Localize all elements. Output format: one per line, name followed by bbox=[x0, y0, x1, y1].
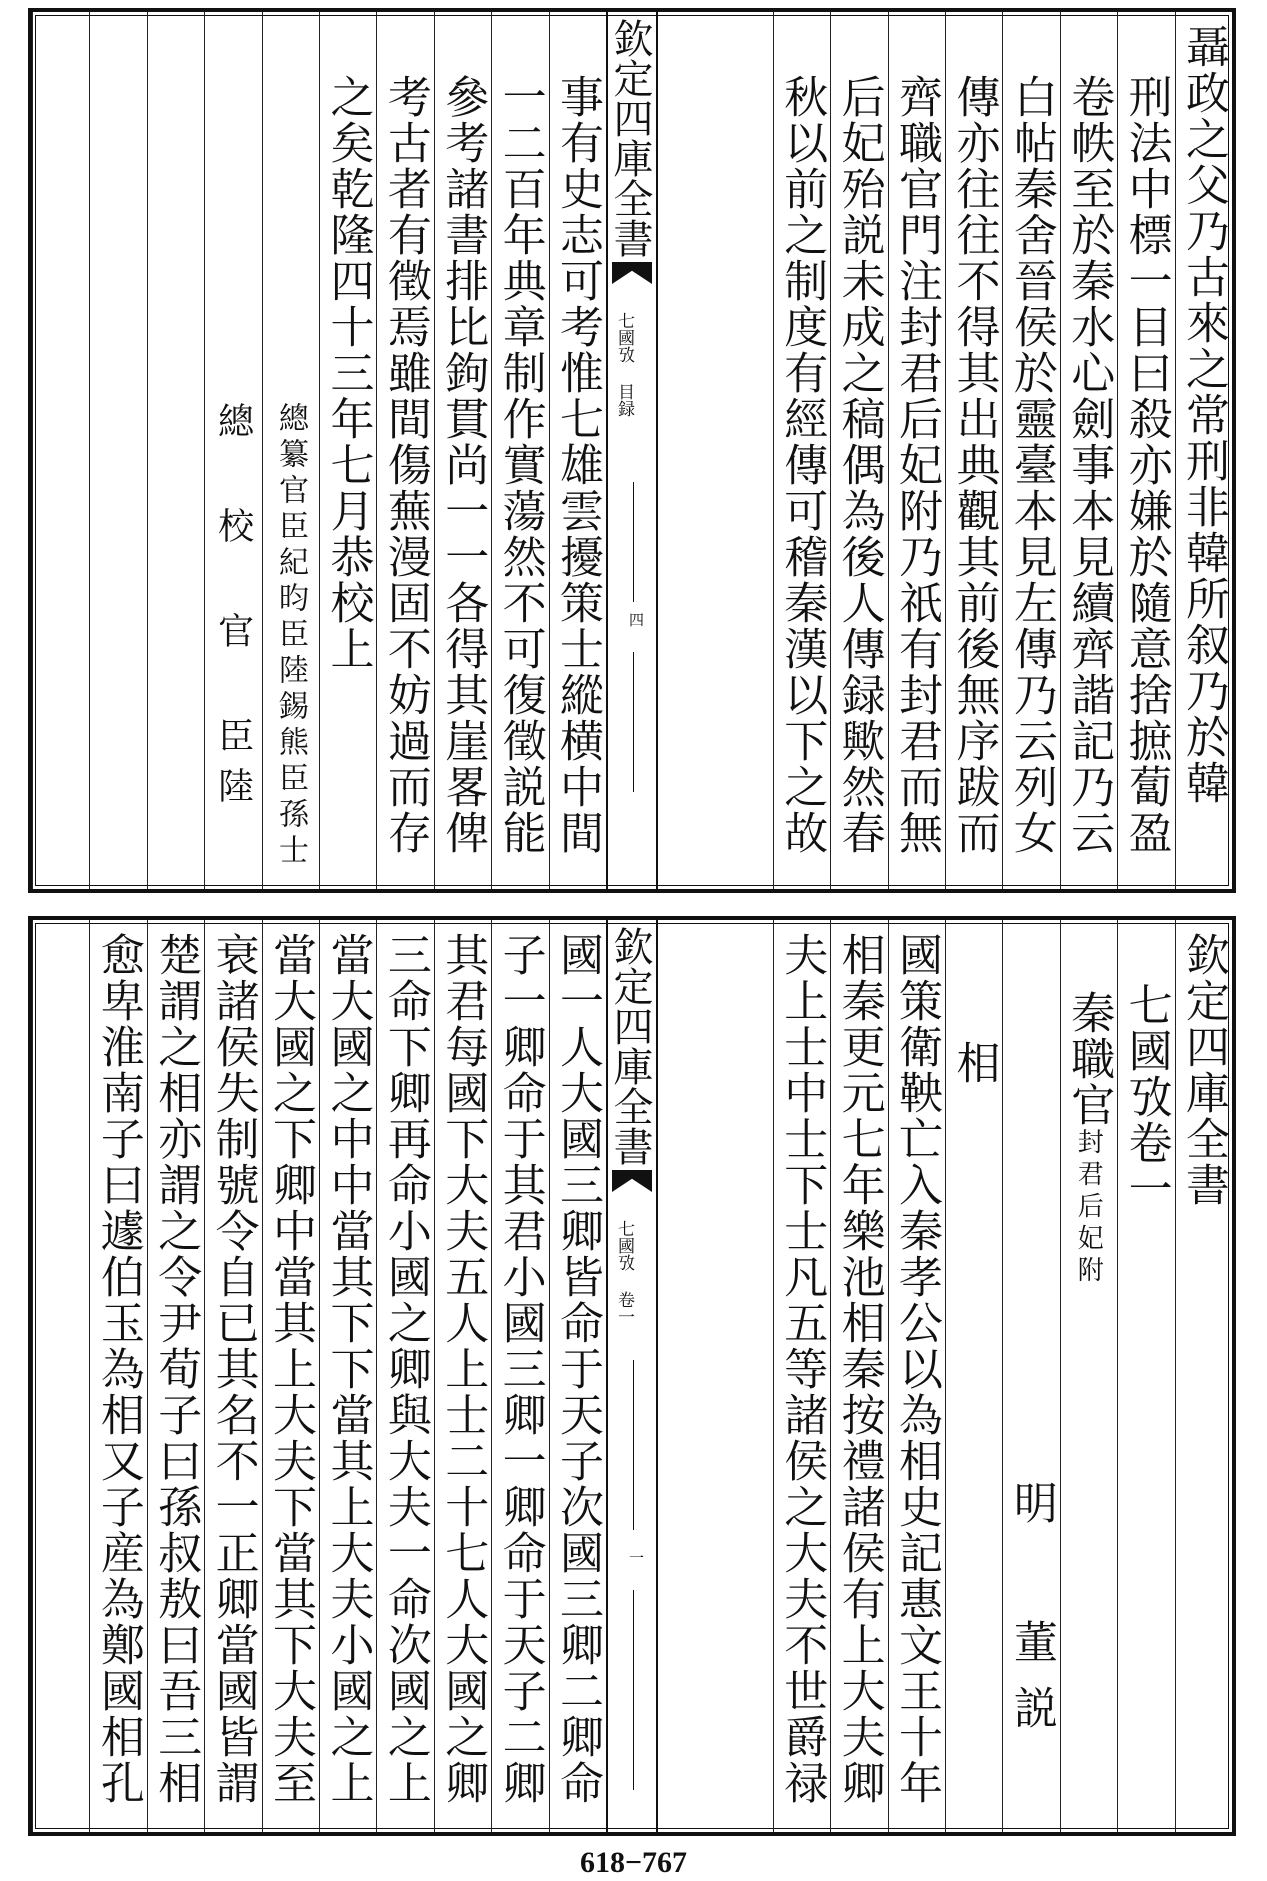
text-column: 卷帙至於秦水心劍事本見續齊諧記乃云 bbox=[1060, 12, 1117, 889]
top-page bbox=[28, 8, 1236, 893]
text-column: 秋以前之制度有經傳可稽秦漢以下之故 bbox=[773, 12, 830, 889]
text-column: 后妃殆説未成之稿偶為後人傳録歟然春 bbox=[830, 12, 887, 889]
text-column: 聶政之父乃古來之常刑非韓所叙乃於韓 bbox=[1175, 12, 1232, 889]
empty-column bbox=[147, 12, 204, 889]
chapter-title-column: 七國攷卷一 bbox=[1117, 920, 1174, 1832]
center-rule bbox=[633, 1590, 634, 1790]
bottom-right-text bbox=[658, 920, 1232, 1832]
compiler-credit: 總纂官臣紀昀臣陸錫熊臣孫士 bbox=[262, 12, 319, 889]
book-title-column: 欽定四庫全書 bbox=[1175, 920, 1232, 1832]
text-column: 考古者有徵焉雖間傷蕪漫固不妨過而存 bbox=[376, 12, 433, 889]
text-column: 愈卑淮南子曰遽伯玉為相又子産為鄭國相孔 bbox=[89, 920, 146, 1832]
section-note: 封君后妃附 bbox=[1073, 1128, 1104, 1288]
text-column: 衰諸侯失制號令自已其名不一正卿當國皆謂 bbox=[204, 920, 261, 1832]
center-subtitle: 七國攷 卷一 bbox=[614, 1220, 634, 1325]
text-column: 事有史志可考惟七雄雲擾策士縱横中間 bbox=[549, 12, 606, 889]
text-column: 國策衛鞅亡入秦孝公以為相史記惠文王十年 bbox=[888, 920, 945, 1832]
text-column: 當大國之下卿中當其上大夫下當其下大夫至 bbox=[262, 920, 319, 1832]
center-rule bbox=[633, 482, 634, 602]
text-column: 子一卿命于其君小國三卿一卿命于天子二卿 bbox=[491, 920, 548, 1832]
top-left-text bbox=[32, 12, 606, 889]
volume-page-number: 618−767 bbox=[579, 1846, 688, 1879]
center-rule bbox=[633, 1360, 634, 1530]
empty-column bbox=[32, 12, 89, 889]
section-heading-column bbox=[1060, 920, 1117, 1832]
text-column: 刑法中標一目曰殺亦嫌於隨意捨摭蔔盈 bbox=[1117, 12, 1174, 889]
text-column: 齊職官門注封君后妃附乃祇有封君而無 bbox=[888, 12, 945, 889]
empty-column bbox=[32, 920, 89, 1832]
center-title: 欽定四庫全書 bbox=[607, 18, 653, 258]
text-column: 一二百年典章制作實蕩然不可復徵説能 bbox=[491, 12, 548, 889]
text-column: 國一人大國三卿皆命于天子次國三卿二卿命 bbox=[549, 920, 606, 1832]
empty-column bbox=[715, 12, 772, 889]
page-number: 一 bbox=[627, 1550, 645, 1565]
text-column: 之矣乾隆四十三年七月恭校上 bbox=[319, 12, 376, 889]
fish-tail-mark bbox=[612, 1170, 652, 1192]
bottom-left-text bbox=[32, 920, 606, 1832]
text-column: 白帖秦舍晉侯於靈臺本見左傳乃云列女 bbox=[1002, 12, 1059, 889]
empty-column bbox=[89, 12, 146, 889]
empty-column bbox=[715, 920, 772, 1832]
text-column: 參考諸書排比鉤貫尚一一各得其崖畧俾 bbox=[434, 12, 491, 889]
section-heading: 秦職官 bbox=[1063, 990, 1115, 1128]
center-subtitle: 七國攷 目録 bbox=[614, 312, 634, 417]
text-column: 其君每國下大夫五人上士二十七人大國之卿 bbox=[434, 920, 491, 1832]
fish-tail-mark bbox=[612, 262, 652, 284]
page-number: 四 bbox=[627, 612, 645, 627]
text-column: 三命下卿再命小國之卿與大夫一命次國之上 bbox=[376, 920, 433, 1832]
top-center-band bbox=[606, 12, 658, 889]
text-column: 當大國之中中當其下下當其上大夫小國之上 bbox=[319, 920, 376, 1832]
author-column: 明 董説 bbox=[1002, 920, 1059, 1832]
center-title: 欽定四庫全書 bbox=[607, 926, 653, 1166]
top-right-text bbox=[658, 12, 1232, 889]
text-column: 傳亦往往不得其出典觀其前後無序跋而 bbox=[945, 12, 1002, 889]
text-column: 楚謂之相亦謂之令尹荀子曰孫叔敖曰吾三相 bbox=[147, 920, 204, 1832]
center-rule bbox=[633, 652, 634, 792]
subheading-column: 相 bbox=[945, 920, 1002, 1832]
proofreader-credit: 總 校 官 臣陸 bbox=[204, 12, 261, 889]
text-column: 相秦更元七年樂池相秦按禮諸侯有上大夫卿 bbox=[830, 920, 887, 1832]
text-column: 夫上士中士下士凡五等諸侯之大夫不世爵禄 bbox=[773, 920, 830, 1832]
bottom-center-band bbox=[606, 920, 658, 1832]
bottom-page bbox=[28, 916, 1236, 1836]
